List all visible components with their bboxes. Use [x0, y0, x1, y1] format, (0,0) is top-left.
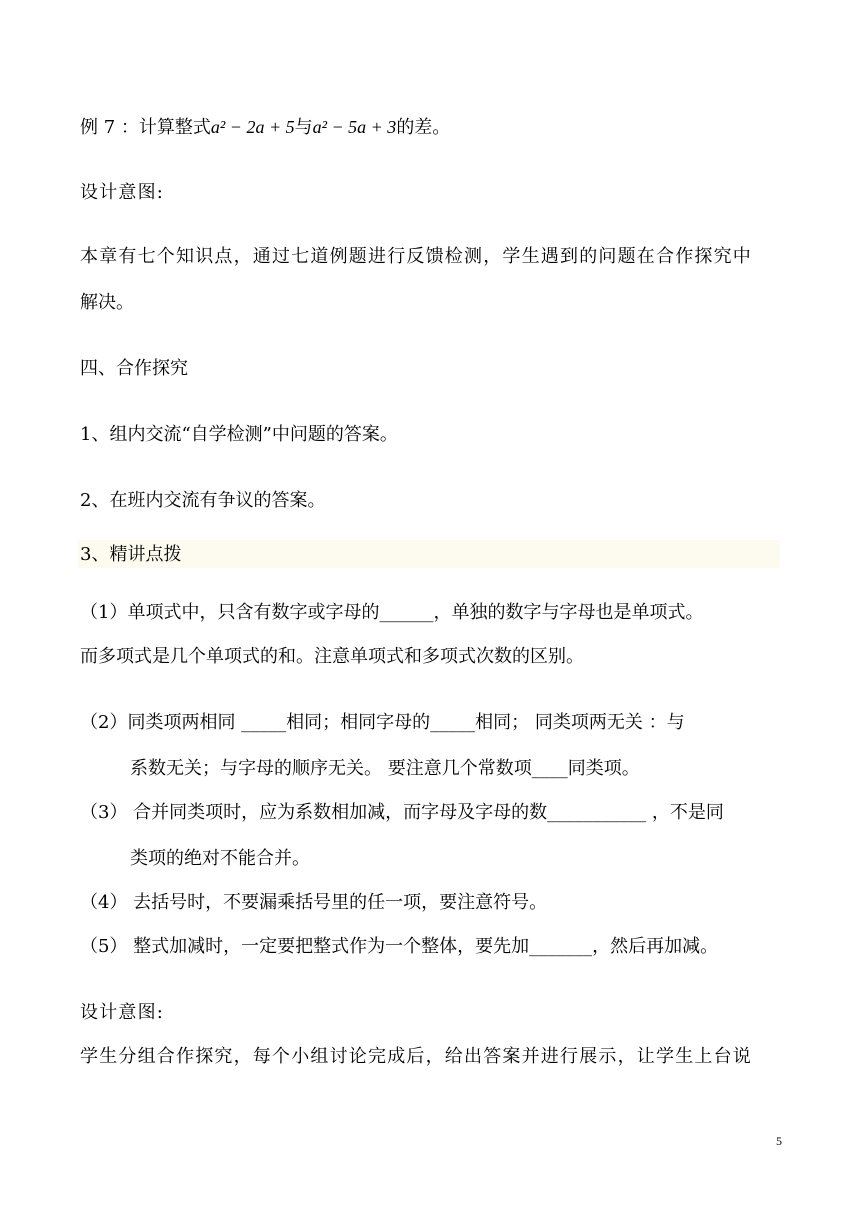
- design-intent-label-2: 设计意图:: [80, 1002, 165, 1023]
- item-1: 1、组内交流“自学检测”中问题的答案。: [80, 424, 398, 445]
- sub-1-line-1: （1）单项式中，只含有数字或字母的______，单独的数字与字母也是单项式。: [80, 602, 704, 623]
- page-number: 5: [776, 1134, 782, 1148]
- sub-2-line-1: （2）同类项两相同 _____相同；相同字母的_____相同； 同类项两无关 ：与: [80, 712, 685, 733]
- example-7: [80, 114, 450, 141]
- section-title: 四、合作探究: [80, 358, 188, 379]
- sub-1-line-2: 而多项式是几个单项式的和。注意单项式和多项式次数的区别。: [80, 646, 584, 667]
- expression-1: a² − 2a + 5: [210, 117, 295, 137]
- example-mid: 与: [294, 117, 313, 138]
- highlight-band: [78, 540, 780, 568]
- sub-3-line-2: 类项的绝对不能合并。: [130, 848, 310, 869]
- item-3: 3、精讲点拨: [80, 544, 182, 565]
- example-suffix: 的差。: [396, 117, 451, 138]
- sub-4: （4） 去括号时，不要漏乘括号里的任一项，要注意符号。: [80, 892, 548, 913]
- item-2: 2、在班内交流有争议的答案。: [80, 490, 326, 511]
- design-intent-label-1: 设计意图:: [80, 182, 165, 203]
- design-intent-text-2: 学生分组合作探究，每个小组讨论完成后，给出答案并进行展示，让学生上台说: [80, 1046, 752, 1067]
- expression-2: a² − 5a + 3: [312, 117, 397, 137]
- example-prefix: 例 7 ：计算整式: [80, 117, 211, 138]
- sub-5: （5） 整式加减时，一定要把整式作为一个整体，要先加_______，然后再加减。: [80, 936, 719, 957]
- sub-3-line-1: （3） 合并同类项时，应为系数相加减，而字母及字母的数___________ ，不是同: [80, 802, 724, 823]
- design-intent-text-1: 本章有七个知识点，通过七道例题进行反馈检测，学生遇到的问题在合作探究中: [80, 246, 752, 267]
- sub-2-line-2: 系数无关；与字母的顺序无关。 要注意几个常数项____同类项。: [130, 758, 640, 779]
- design-intent-text-1-cont: 解决。: [80, 292, 134, 313]
